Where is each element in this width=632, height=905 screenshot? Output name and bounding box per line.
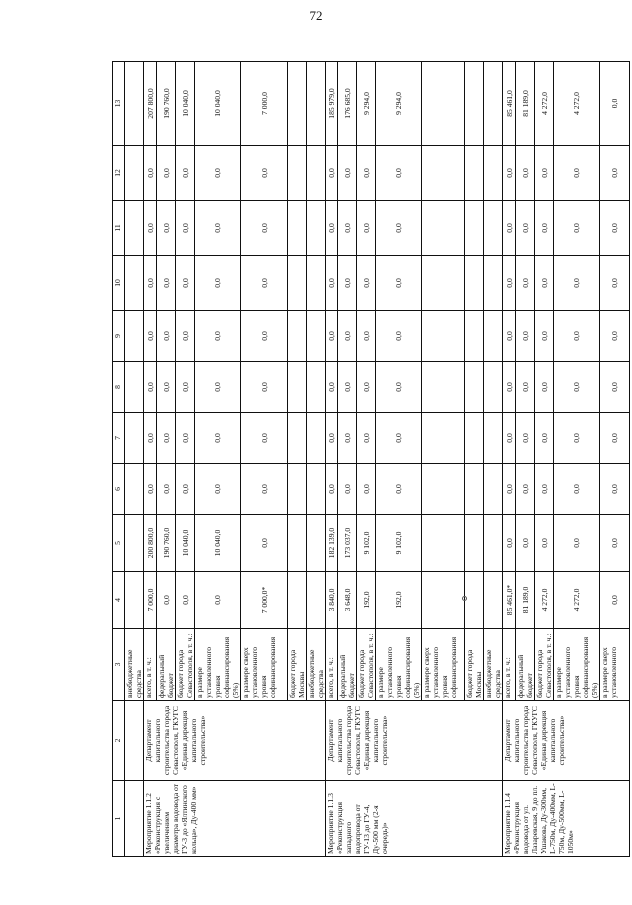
amount-cell — [288, 146, 307, 201]
amount-cell — [465, 62, 484, 146]
amount-cell — [422, 362, 465, 413]
amount-cell: 0,0 — [554, 464, 600, 515]
amount-cell: 0,0 — [516, 413, 535, 464]
amount-cell: 4 272,0 — [535, 572, 554, 629]
amount-cell — [307, 464, 326, 515]
amount-cell: 0,0 — [144, 146, 157, 201]
amount-cell: 0,0 — [357, 362, 376, 413]
funding-source-cell: всего, в т. ч.: — [326, 629, 338, 701]
amount-cell: 0,0 — [326, 311, 338, 362]
col-header: 11 — [113, 201, 125, 256]
amount-cell — [125, 256, 144, 311]
amount-cell: 0,0 — [376, 311, 422, 362]
amount-cell: 0,0 — [357, 146, 376, 201]
amount-cell: 0,0 — [503, 256, 516, 311]
amount-cell: 192,0 — [357, 572, 376, 629]
funding-source-cell: федеральный бюджет — [338, 629, 357, 701]
funding-source-cell: бюджет города Севастополя, в т. ч.: — [176, 629, 195, 701]
amount-cell — [125, 62, 144, 146]
amount-cell — [422, 201, 465, 256]
amount-cell: 0,0 — [338, 464, 357, 515]
amount-cell: 0,0 — [195, 201, 241, 256]
amount-cell: 0,0 — [503, 201, 516, 256]
measure-name-cell: Мероприятие 1.1.3 «Реконструкция западного водопровода от ГУ-13 до ГУ-4, Ду-500 мм (2-я очередь)» — [326, 781, 503, 857]
amount-cell: 0,0 — [503, 146, 516, 201]
amount-cell: 0,0 — [241, 311, 288, 362]
amount-cell: 0,0 — [176, 572, 195, 629]
amount-cell — [484, 362, 503, 413]
amount-cell: 0,0 — [503, 311, 516, 362]
amount-cell: 85 461,0* — [503, 572, 516, 629]
amount-cell: 0,0 — [535, 515, 554, 572]
amount-cell: 0,0 — [157, 413, 176, 464]
amount-cell — [465, 311, 484, 362]
amount-cell: 0,0 — [376, 146, 422, 201]
amount-cell: 9 102,0 — [357, 515, 376, 572]
amount-cell — [125, 413, 144, 464]
amount-cell: 0,0 — [600, 256, 630, 311]
amount-cell: 10 040,0 — [195, 515, 241, 572]
amount-cell — [484, 572, 503, 629]
amount-cell — [125, 146, 144, 201]
measure-name-cell — [125, 781, 144, 857]
table-body — [125, 62, 630, 857]
amount-cell — [484, 256, 503, 311]
amount-cell: 0,0 — [157, 146, 176, 201]
funding-source-cell: в размере сверх установленного уровня софинансирования — [422, 629, 465, 701]
amount-cell: 7 000,0 — [144, 572, 157, 629]
amount-cell: 0,0 — [600, 413, 630, 464]
amount-cell: 0,0 — [357, 256, 376, 311]
table-row — [144, 62, 157, 857]
amount-cell: 0,0 — [376, 413, 422, 464]
amount-cell — [465, 572, 484, 629]
amount-cell: 0,0 — [326, 256, 338, 311]
amount-cell — [125, 464, 144, 515]
amount-cell — [422, 256, 465, 311]
amount-cell: 0,0 — [535, 413, 554, 464]
amount-cell — [307, 256, 326, 311]
amount-cell — [465, 413, 484, 464]
amount-cell — [484, 464, 503, 515]
amount-cell: 0,0 — [554, 311, 600, 362]
table-row — [125, 62, 144, 857]
amount-cell: 0,0 — [600, 201, 630, 256]
amount-cell: 0,0 — [176, 256, 195, 311]
amount-cell: 10 040,0 — [176, 62, 195, 146]
amount-cell: 0,0 — [195, 572, 241, 629]
amount-cell: 0,0 — [535, 256, 554, 311]
amount-cell — [307, 362, 326, 413]
amount-cell: 0,0 — [157, 201, 176, 256]
amount-cell — [422, 515, 465, 572]
amount-cell: 0,0 — [516, 311, 535, 362]
amount-cell: 0,0 — [144, 201, 157, 256]
amount-cell: 0,0 — [326, 201, 338, 256]
amount-cell — [125, 362, 144, 413]
amount-cell: 0,0 — [176, 146, 195, 201]
amount-cell: 0,0 — [326, 464, 338, 515]
amount-cell: 0,0 — [176, 413, 195, 464]
amount-cell: 0,0 — [157, 256, 176, 311]
funding-source-cell: в размере установленного уровня софинансирования (5%) — [376, 629, 422, 701]
amount-cell: 190 760,0 — [157, 62, 176, 146]
amount-cell — [465, 362, 484, 413]
amount-cell: 0,0 — [241, 256, 288, 311]
amount-cell: 0,0 — [357, 413, 376, 464]
funding-source-cell: в размере сверх установленного уровня софинансирования — [241, 629, 288, 701]
amount-cell: 0,0 — [144, 256, 157, 311]
amount-cell: 0,0 — [554, 413, 600, 464]
amount-cell: 0,0 — [338, 413, 357, 464]
measure-name-cell: Мероприятие 1.1.2 «Реконструкция с увеличением диаметра водовода от ГУ-3 до «Ялтинского кольца», Ду-400 мм» — [144, 781, 326, 857]
amount-cell: 0,0 — [241, 464, 288, 515]
amount-cell — [307, 201, 326, 256]
funding-source-cell: бюджет города Севастополя, в т. ч.: — [357, 629, 376, 701]
amount-cell — [465, 515, 484, 572]
funding-source-cell: внебюджетные средства — [484, 629, 503, 701]
amount-cell — [307, 311, 326, 362]
amount-cell: 0,0 — [338, 362, 357, 413]
amount-cell — [125, 572, 144, 629]
amount-cell — [484, 201, 503, 256]
amount-cell — [307, 62, 326, 146]
measure-name-cell: Мероприятие 1.1.4 «Реконструкция водовода от ул. Лазаревская, 9 до пл. Ушакова, Ду-300мм, L-750м, Ду-400мм, L-750м, Ду-500мм, L-1050м» — [503, 781, 630, 857]
amount-cell: 0,0 — [600, 572, 630, 629]
amount-cell — [465, 256, 484, 311]
amount-cell: 9 102,0 — [376, 515, 422, 572]
executor-cell — [125, 701, 144, 781]
amount-cell: 0,0 — [176, 362, 195, 413]
col-header: 8 — [113, 362, 125, 413]
col-header: 9 — [113, 311, 125, 362]
amount-cell — [484, 311, 503, 362]
amount-cell: 3 648,0 — [338, 572, 357, 629]
amount-cell: 4 272,0 — [554, 572, 600, 629]
amount-cell — [288, 311, 307, 362]
col-header: 7 — [113, 413, 125, 464]
amount-cell — [465, 201, 484, 256]
amount-cell: 10 040,0 — [176, 515, 195, 572]
col-header: 12 — [113, 146, 125, 201]
amount-cell: 0,0 — [157, 362, 176, 413]
amount-cell: 0,0 — [157, 464, 176, 515]
amount-cell — [422, 413, 465, 464]
amount-cell: 192,0 — [376, 572, 422, 629]
col-header: 13 — [113, 62, 125, 146]
amount-cell: 0,0 — [516, 515, 535, 572]
col-header: 6 — [113, 464, 125, 515]
amount-cell: 0,0 — [357, 311, 376, 362]
amount-cell: 0,0 — [326, 146, 338, 201]
amount-cell: 0,0 — [195, 146, 241, 201]
funding-source-cell: всего, в т. ч.: — [144, 629, 157, 701]
amount-cell: 3 840,0 — [326, 572, 338, 629]
amount-cell: 173 037,0 — [338, 515, 357, 572]
amount-cell: 0,0 — [338, 201, 357, 256]
funding-source-cell: федеральный бюджет — [157, 629, 176, 701]
amount-cell: 0,0 — [535, 311, 554, 362]
amount-cell: 185 979,0 — [326, 62, 338, 146]
amount-cell: 0,0 — [535, 146, 554, 201]
amount-cell: 0,0 — [535, 362, 554, 413]
amount-cell: 0,0 — [600, 362, 630, 413]
amount-cell: 0,0 — [195, 413, 241, 464]
amount-cell: 0,0 — [554, 256, 600, 311]
amount-cell — [484, 146, 503, 201]
amount-cell — [484, 515, 503, 572]
amount-cell — [288, 256, 307, 311]
table-row — [503, 62, 516, 857]
amount-cell: 0,0 — [195, 311, 241, 362]
amount-cell: 0,0 — [516, 201, 535, 256]
amount-cell — [125, 515, 144, 572]
amount-cell: 0,0 — [144, 362, 157, 413]
amount-cell — [125, 311, 144, 362]
amount-cell — [307, 515, 326, 572]
amount-cell: 0,0 — [144, 464, 157, 515]
amount-cell: 4 272,0 — [535, 62, 554, 146]
amount-cell: 0,0 — [157, 572, 176, 629]
amount-cell: 0,0 — [554, 146, 600, 201]
amount-cell: 176 685,0 — [338, 62, 357, 146]
amount-cell: 0,0 — [195, 464, 241, 515]
amount-cell: 0,0 — [326, 362, 338, 413]
amount-cell — [288, 62, 307, 146]
funding-source-cell: внебюджетные средства — [125, 629, 144, 701]
amount-cell: 4 272,0 — [554, 62, 600, 146]
funding-source-cell: внебюджетные средства — [307, 629, 326, 701]
amount-cell — [307, 572, 326, 629]
col-header: 2 — [113, 701, 125, 781]
amount-cell: 0,0 — [516, 146, 535, 201]
rotated-table-container — [112, 62, 619, 857]
amount-cell: 0,0 — [326, 413, 338, 464]
amount-cell: 0,0 — [503, 413, 516, 464]
amount-cell: 9 294,0 — [357, 62, 376, 146]
page-number: 72 — [309, 8, 323, 23]
funding-source-cell: в размере установленного уровня софинансирования (5%) — [554, 629, 600, 701]
amount-cell: 0,0 — [176, 464, 195, 515]
amount-cell — [465, 146, 484, 201]
amount-cell: 0,0 — [144, 413, 157, 464]
amount-cell — [288, 201, 307, 256]
amount-cell: 10 040,0 — [195, 62, 241, 146]
amount-cell: 0,0 — [516, 256, 535, 311]
amount-cell: 0,0 — [516, 464, 535, 515]
amount-cell: 7 000,0 — [241, 62, 288, 146]
amount-cell: 0,0 — [144, 311, 157, 362]
amount-cell — [288, 413, 307, 464]
amount-cell: 0,0 — [503, 515, 516, 572]
amount-cell: 0,0 — [376, 362, 422, 413]
amount-cell: 0,0 — [535, 201, 554, 256]
amount-cell: 0,0 — [503, 362, 516, 413]
amount-cell: 0,0 — [357, 464, 376, 515]
amount-cell — [465, 464, 484, 515]
amount-cell: 207 800,0 — [144, 62, 157, 146]
amount-cell — [288, 362, 307, 413]
amount-cell: 0,0 — [241, 146, 288, 201]
amount-cell: 0,0 — [241, 362, 288, 413]
table-row — [326, 62, 338, 857]
header-row — [113, 62, 125, 857]
amount-cell: 200 800,0 — [144, 515, 157, 572]
amount-cell: 0,0 — [338, 146, 357, 201]
amount-cell: 0,0 — [241, 201, 288, 256]
funding-source-cell: в размере установленного уровня софинансирования (5%) — [195, 629, 241, 701]
amount-cell: 81 189,0 — [516, 572, 535, 629]
amount-cell: 85 461,0 — [503, 62, 516, 146]
amount-cell — [288, 572, 307, 629]
amount-cell: 0,0 — [535, 464, 554, 515]
col-header: 3 — [113, 629, 125, 701]
amount-cell: 9 294,0 — [376, 62, 422, 146]
amount-cell: 0,0 — [176, 201, 195, 256]
amount-cell: 0,0 — [376, 464, 422, 515]
amount-cell: 0,0 — [600, 515, 630, 572]
amount-cell: 0,0 — [157, 311, 176, 362]
funding-source-cell: бюджет города Севастополя, в т. ч.: — [535, 629, 554, 701]
amount-cell: 81 189,0 — [516, 62, 535, 146]
col-header: 5 — [113, 515, 125, 572]
budget-table — [112, 61, 630, 857]
amount-cell: 0,0 — [241, 515, 288, 572]
amount-cell — [422, 464, 465, 515]
amount-cell: 0,0 — [376, 201, 422, 256]
amount-cell: 0,0 — [195, 362, 241, 413]
amount-cell: 0,0 — [600, 464, 630, 515]
amount-cell: 0,0 — [376, 256, 422, 311]
amount-cell: 182 139,0 — [326, 515, 338, 572]
col-header: 1 — [113, 781, 125, 857]
amount-cell — [422, 572, 465, 629]
col-header: 10 — [113, 256, 125, 311]
amount-cell: 0,0 — [554, 201, 600, 256]
executor-cell: Департамент капитального строительства города Севастополя, ГКУГС «Единая дирекция капитального строительства» — [503, 701, 630, 781]
amount-cell — [125, 201, 144, 256]
executor-cell: Департамент капитального строительства города Севастополя, ГКУГС «Единая дирекция капитального строительства» — [144, 701, 326, 781]
amount-cell: 0,0 — [503, 464, 516, 515]
amount-cell — [288, 464, 307, 515]
amount-cell: 0,0 — [176, 311, 195, 362]
scan-speck — [462, 596, 467, 601]
amount-cell: 0,0 — [516, 362, 535, 413]
amount-cell: 0,0 — [195, 256, 241, 311]
amount-cell — [307, 146, 326, 201]
amount-cell: 7 000,0* — [241, 572, 288, 629]
amount-cell: 0,0 — [241, 413, 288, 464]
amount-cell: 0,0 — [357, 201, 376, 256]
amount-cell: 0,0 — [338, 256, 357, 311]
amount-cell — [288, 515, 307, 572]
amount-cell — [422, 311, 465, 362]
funding-source-cell: всего, в т. ч.: — [503, 629, 516, 701]
funding-source-cell: бюджет города Москвы — [288, 629, 307, 701]
amount-cell — [484, 413, 503, 464]
funding-source-cell: в размере сверх установленного — [600, 629, 630, 701]
amount-cell — [484, 62, 503, 146]
amount-cell: 0,0 — [338, 311, 357, 362]
amount-cell: 0,0 — [600, 146, 630, 201]
funding-source-cell: бюджет города Москвы — [465, 629, 484, 701]
amount-cell: 0,0 — [554, 515, 600, 572]
amount-cell — [307, 413, 326, 464]
funding-source-cell: федеральный бюджет — [516, 629, 535, 701]
amount-cell — [422, 146, 465, 201]
col-header: 4 — [113, 572, 125, 629]
amount-cell: 0,0 — [600, 62, 630, 146]
amount-cell: 190 760,0 — [157, 515, 176, 572]
amount-cell: 0,0 — [554, 362, 600, 413]
amount-cell — [422, 62, 465, 146]
amount-cell: 0,0 — [600, 311, 630, 362]
executor-cell: Департамент капитального строительства города Севастополя, ГКУГС «Единая дирекция капитального строительства» — [326, 701, 503, 781]
